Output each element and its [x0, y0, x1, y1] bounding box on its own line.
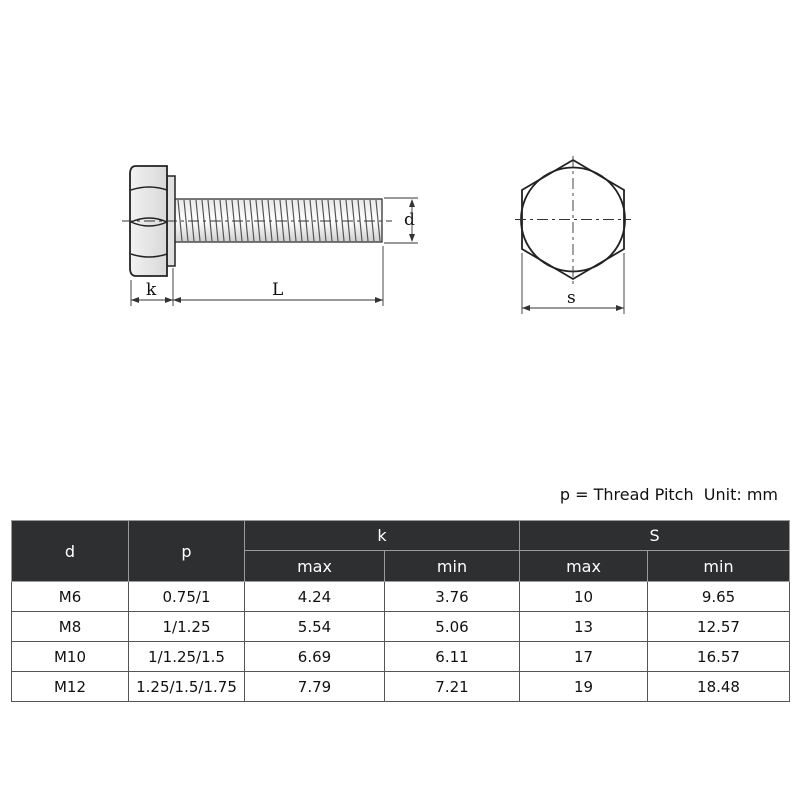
- bolt-end-view: [515, 156, 631, 314]
- dimension-label-d: d: [404, 210, 415, 230]
- header-k-min: min: [385, 551, 520, 582]
- header-k-max: max: [245, 551, 385, 582]
- cell-s-min: 12.57: [648, 612, 790, 642]
- cell-d: M6: [12, 582, 129, 612]
- header-s-max: max: [520, 551, 648, 582]
- cell-k-min: 5.06: [385, 612, 520, 642]
- cell-d: M10: [12, 642, 129, 672]
- cell-p: 0.75/1: [129, 582, 245, 612]
- table-header-row: [12, 521, 790, 551]
- cell-k-min: 7.21: [385, 672, 520, 702]
- header-s: S: [520, 521, 790, 551]
- cell-p: 1/1.25/1.5: [129, 642, 245, 672]
- table-row: [12, 612, 790, 642]
- spec-table: [11, 520, 790, 702]
- cell-d: M8: [12, 612, 129, 642]
- table-row: [12, 672, 790, 702]
- dimension-label-L: L: [272, 280, 284, 300]
- header-d: d: [12, 521, 129, 582]
- cell-s-max: 17: [520, 642, 648, 672]
- table-caption: p = Thread Pitch Unit: mm: [559, 485, 778, 504]
- cell-p: 1/1.25: [129, 612, 245, 642]
- header-k: k: [245, 521, 520, 551]
- cell-s-max: 13: [520, 612, 648, 642]
- cell-s-min: 16.57: [648, 642, 790, 672]
- cell-s-min: 18.48: [648, 672, 790, 702]
- table-row: [12, 642, 790, 672]
- cell-k-min: 3.76: [385, 582, 520, 612]
- cell-s-max: 19: [520, 672, 648, 702]
- cell-d: M12: [12, 672, 129, 702]
- header-p: p: [129, 521, 245, 582]
- cell-k-max: 5.54: [245, 612, 385, 642]
- dimension-label-k: k: [146, 280, 157, 300]
- header-s-min: min: [648, 551, 790, 582]
- bolt-side-view: [122, 166, 418, 306]
- cell-k-max: 6.69: [245, 642, 385, 672]
- cell-s-max: 10: [520, 582, 648, 612]
- cell-s-min: 9.65: [648, 582, 790, 612]
- table-row: [12, 582, 790, 612]
- cell-k-max: 7.79: [245, 672, 385, 702]
- cell-k-min: 6.11: [385, 642, 520, 672]
- dimension-label-s: s: [567, 288, 576, 308]
- cell-k-max: 4.24: [245, 582, 385, 612]
- cell-p: 1.25/1.5/1.75: [129, 672, 245, 702]
